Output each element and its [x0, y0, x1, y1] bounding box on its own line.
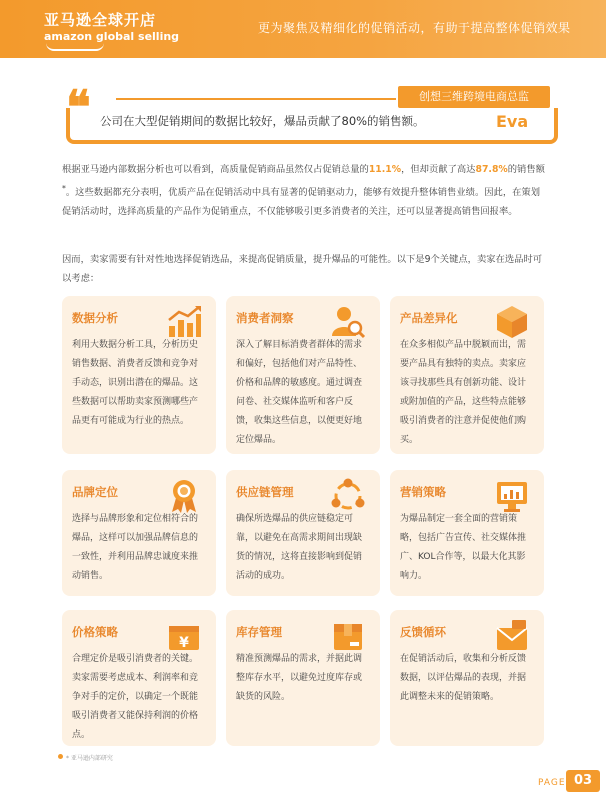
brand-name-en: amazon global selling	[44, 30, 180, 43]
highlight-stat-2: 87.8%	[475, 164, 508, 175]
card-product-differentiation	[390, 296, 544, 454]
quote-divider	[116, 98, 396, 100]
header-slogan: 更为聚焦及精细化的促销活动，有助于提高整体促销效果	[258, 21, 571, 35]
footnote: * 亚马逊内部研究	[66, 755, 113, 762]
card-feedback-loop	[390, 610, 544, 746]
footnote-bullet	[58, 754, 63, 759]
cube-icon	[494, 304, 530, 340]
amazon-smile-logo	[46, 43, 104, 51]
para-text: 的销售额	[507, 164, 545, 175]
supply-chain-icon	[330, 478, 366, 514]
quote-text: 公司在大型促销期间的数据比较好，爆品贡献了80%的销售额。	[100, 114, 425, 128]
brand-name-cn: 亚马逊全球开店	[44, 11, 157, 29]
svg-text:¥: ¥	[179, 635, 189, 651]
card-body: 确保所选爆品的供应链稳定可靠，以避免在高需求期间出现缺货的情况，这将直接影响到促销活动的成功。	[236, 514, 363, 581]
feedback-mail-icon	[494, 618, 530, 654]
highlight-stat-1: 11.1%	[368, 164, 402, 175]
card-title: 产品差异化	[400, 311, 458, 325]
para-text: 。这些数据都充分表明，优质产品在促销活动中具有显著的促销驱动力，能够有效提升整体销售业绩。因此，在策划促销活动时，选择高质量的产品作为促销重点，不仅能够吸引更多消费者的关注，还可以显著提高销售回报率。	[62, 187, 541, 218]
card-title: 价格策略	[72, 625, 118, 639]
card-marketing-strategy	[390, 470, 544, 596]
bar-chart-icon	[166, 304, 202, 340]
card-title: 库存管理	[236, 625, 282, 639]
card-title: 反馈循环	[400, 625, 446, 639]
card-body: 合理定价是吸引消费者的关键。卖家需要考虑成本、利润率和竞争对手的定价，以确定一个既能吸引消费者又能保持利润的价格点。	[72, 654, 199, 740]
card-body: 为爆品制定一套全面的营销策略，包括广告宣传、社交媒体推广、KOL合作等，以最大化其影响力。	[400, 514, 527, 581]
card-brand-positioning	[62, 470, 216, 596]
card-body: 精准预测爆品的需求，并据此调整库存水平，以避免过度库存或缺货的风险。	[236, 654, 363, 702]
card-title: 营销策略	[400, 485, 446, 499]
card-body: 在促销活动后，收集和分析反馈数据，以评估爆品的表现，并据此调整未来的促销策略。	[400, 654, 527, 702]
page-number: 03	[566, 770, 600, 792]
user-search-icon	[330, 304, 366, 340]
monitor-chart-icon	[494, 478, 530, 514]
para-text: ，但却贡献了高达	[401, 164, 476, 175]
card-title: 消费者洞察	[236, 311, 294, 325]
inventory-box-icon	[330, 618, 366, 654]
card-title: 品牌定位	[72, 485, 118, 499]
card-pricing-strategy	[62, 610, 216, 746]
card-body: 在众多相似产品中脱颖而出，需要产品具有独特的卖点。卖家应该寻找那些具有创新功能、设计或附加值的产品，这些特点能够吸引消费者的注意并促使他们购买。	[400, 340, 527, 445]
card-body: 利用大数据分析工具，分析历史销售数据、消费者反馈和竞争对手动态，识别出潜在的爆品。这些数据可以帮助卖家预测哪些产品更有可能成为行业的热点。	[72, 340, 199, 426]
quote-author: Eva	[496, 112, 529, 131]
card-title: 供应链管理	[236, 485, 294, 499]
intro-paragraph	[62, 160, 546, 221]
card-body: 深入了解目标消费者群体的需求和偏好，包括他们对产品特性、价格和品牌的敏感度。通过调查问卷、社交媒体监听和客户反馈，收集这些信息，以便更好地定位爆品。	[236, 340, 363, 445]
selection-paragraph: 因而，卖家需要有针对性地选择促销选品，来提高促销质量，提升爆品的可能性。以下是9个关键点，卖家在选品时可以考虑：	[62, 254, 543, 284]
award-icon	[166, 478, 202, 514]
card-supply-chain	[226, 470, 380, 596]
page-header	[0, 0, 606, 58]
card-inventory-management	[226, 610, 380, 746]
price-tag-icon	[166, 618, 202, 654]
quote-mark-icon: ❝	[66, 80, 91, 134]
card-body: 选择与品牌形象和定位相符合的爆品，这样可以加强品牌信息的一致性，并利用品牌忠诚度来推动销售。	[72, 514, 199, 581]
card-title: 数据分析	[72, 311, 118, 325]
footnote-marker: *	[62, 184, 66, 193]
card-data-analysis	[62, 296, 216, 454]
page-label: PAGE	[538, 778, 566, 788]
card-consumer-insight	[226, 296, 380, 454]
quote-speaker-tag: 创想三维跨境电商总监	[398, 86, 550, 108]
para-text: 根据亚马逊内部数据分析也可以看到，高质量促销商品虽然仅占促销总量的	[62, 164, 369, 175]
